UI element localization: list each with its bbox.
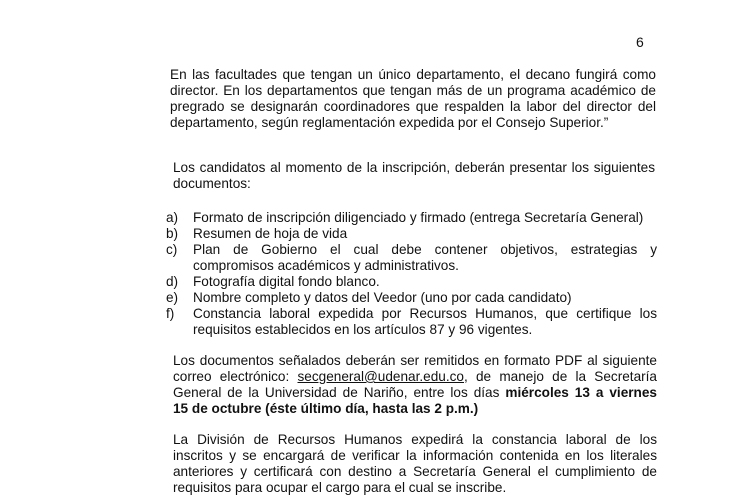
list-item bbox=[166, 274, 657, 290]
text-line: La División de Recursos Humanos expedirá la constancia laboral de los bbox=[173, 432, 657, 447]
list-item-text: requisitos establecidos en los artículos 87 y 96 vigentes. bbox=[193, 322, 533, 337]
list-item bbox=[166, 242, 657, 274]
list-marker: a) bbox=[166, 210, 179, 225]
page-number: 6 bbox=[636, 34, 644, 50]
document-list bbox=[166, 210, 657, 338]
list-item-text: Constancia laboral expedida por Recursos Humanos, que certifique los bbox=[193, 306, 657, 321]
text-line: director. En los departamentos que tengan más de un programa académico de bbox=[170, 83, 656, 98]
list-item bbox=[166, 290, 657, 306]
text-segment: , de manejo de la Secretaría bbox=[463, 369, 657, 384]
list-item bbox=[166, 226, 657, 242]
list-item-text: compromisos académicos y administrativos. bbox=[193, 258, 459, 273]
list-marker: b) bbox=[166, 226, 179, 241]
text-segment: General de la Universidad de Nariño, entre los días bbox=[173, 385, 506, 400]
submission-paragraph bbox=[173, 353, 657, 417]
email-link[interactable]: secgeneral@udenar.edu.co bbox=[297, 369, 464, 384]
text-line: documentos: bbox=[173, 176, 251, 191]
list-item-text: Formato de inscripción diligenciado y firmado (entrega Secretaría General) bbox=[193, 210, 644, 225]
list-item-text: Nombre completo y datos del Veedor (uno por cada candidato) bbox=[193, 290, 572, 305]
text-line: Los candidatos al momento de la inscripción, deberán presentar los siguientes bbox=[173, 160, 655, 175]
text-line: Los documentos señalados deberán ser remitidos en formato PDF al siguiente bbox=[173, 353, 657, 368]
list-item-text: Fotografía digital fondo blanco. bbox=[193, 274, 380, 289]
list-item-text: Resumen de hoja de vida bbox=[193, 226, 348, 241]
text-line bbox=[173, 369, 657, 385]
list-marker: f) bbox=[166, 306, 175, 321]
text-line: pregrado se designarán coordinadores que respalden la labor del director del bbox=[170, 99, 656, 114]
list-item-text: Plan de Gobierno el cual debe contener objetivos, estrategias y bbox=[193, 242, 657, 257]
text-line: anteriores y certificará con destino a Secretaría General el cumplimiento de bbox=[173, 464, 657, 479]
text-line: En las facultades que tengan un único departamento, el decano fungirá como bbox=[170, 67, 656, 82]
list-item bbox=[166, 210, 657, 226]
text-segment: correo electrónico: bbox=[173, 369, 298, 384]
text-line bbox=[173, 385, 657, 401]
text-line: inscritos y se encargará de verificar la información contenida en los literales bbox=[173, 448, 657, 463]
list-item bbox=[166, 306, 657, 338]
hr-paragraph bbox=[173, 432, 657, 496]
intro-paragraph bbox=[173, 160, 655, 192]
list-marker: e) bbox=[166, 290, 179, 305]
text-line: requisitos para ocupar el cargo para el cual se inscribe. bbox=[173, 480, 507, 495]
list-marker: d) bbox=[166, 274, 179, 289]
list-marker: c) bbox=[166, 242, 178, 257]
quote-paragraph bbox=[170, 67, 656, 131]
text-line: departamento, según reglamentación expedida por el Consejo Superior.” bbox=[170, 115, 609, 130]
deadline-bold: 15 de octubre (éste último día, hasta las 2 p.m.) bbox=[173, 401, 479, 416]
date-range-bold: miércoles 13 a viernes bbox=[505, 385, 657, 400]
